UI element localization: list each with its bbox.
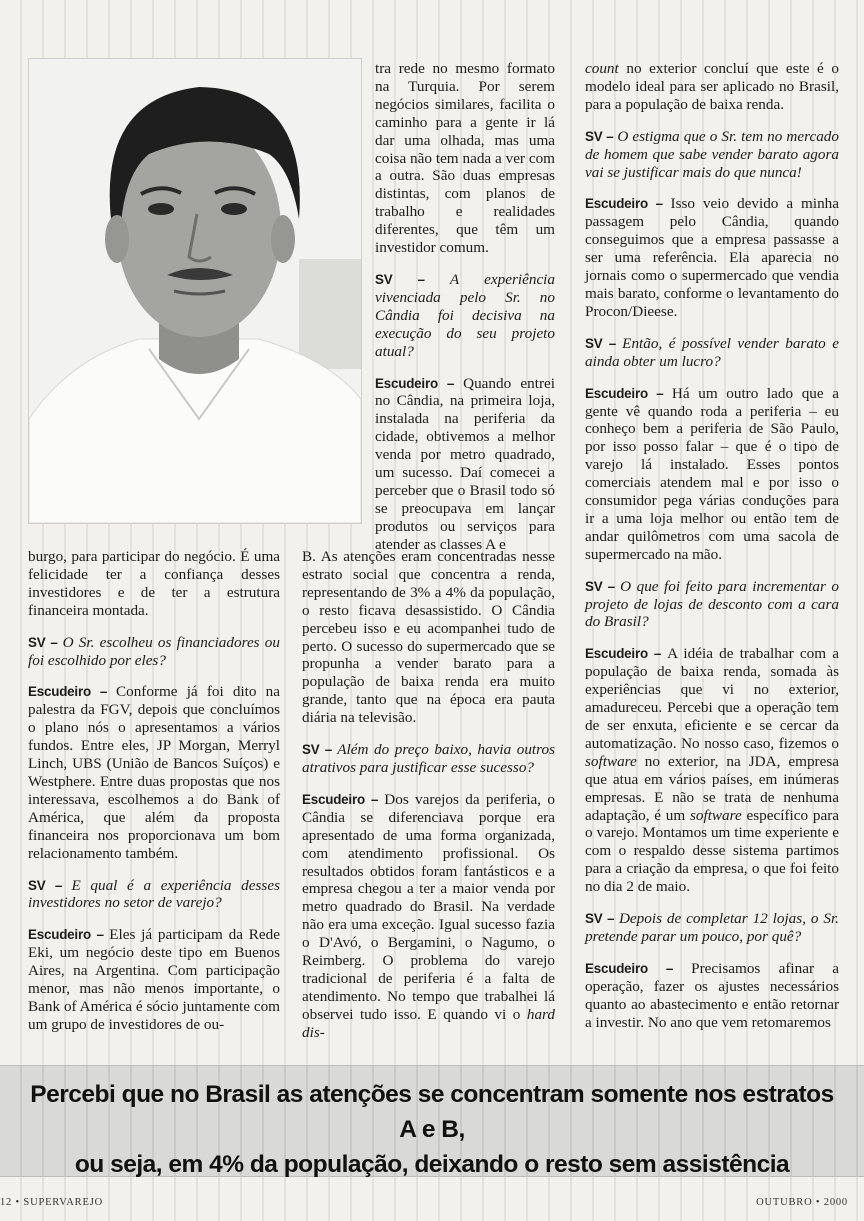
question-text: A experiência vivenciada pelo Sr. no Cândia foi decisiva na execução do seu projeto atual?	[375, 270, 555, 360]
interview-question	[375, 271, 555, 361]
answer-text: A idéia de trabalhar com a população de baixa renda, somada às experiências que vi no exterior, amadureceu. Percebi que a operação tem de ser enxuta, eficiente e se cercar da automatização. No nosso caso, fizemos o	[585, 645, 839, 752]
interview-answer	[28, 683, 280, 862]
speaker-label: Escudeiro –	[28, 684, 116, 700]
interview-question	[585, 128, 839, 182]
sv-label: SV –	[585, 335, 623, 351]
question-text: O que foi feito para incrementar o projeto de lojas de desconto com a cara do Brasil?	[585, 577, 839, 631]
speaker-label: Escudeiro –	[585, 960, 692, 976]
interview-question	[28, 877, 280, 913]
article-column-4	[585, 60, 839, 1046]
answer-text: Eles já participam da Rede Eki, um negócio deste tipo em Buenos Aires, na Argentina. Com participação menor, mas não menos importante, o Bank of América é sócio juntamente com um grupo de investidores de ou-	[28, 926, 281, 1033]
interview-answer	[585, 960, 839, 1032]
pull-quote-line-2: ou seja, em 4% da população, deixando o resto sem assistência	[74, 1151, 790, 1178]
footer-page-number: 12 • SUPERVAREJO	[0, 1197, 103, 1208]
body-paragraph: burgo, para participar do negócio. É uma felicidade ter a confiança desses investidores e de ter a estrutura financeira montada.	[28, 548, 280, 619]
question-text: Então, é possível vender barato e ainda obter um lucro?	[585, 334, 839, 370]
interview-question	[585, 335, 839, 371]
article-column-2	[302, 548, 555, 1056]
interview-answer	[28, 926, 280, 1033]
interview-answer	[585, 645, 839, 896]
body-paragraph: tra rede no mesmo formato na Turquia. Por serem negócios similares, facilita o caminho para a gente ir lá dar uma olhada, mas uma coisa não tem nada a ver com a outra. São duas empresas distintas, com planos de trabalho e realidades diferentes, que têm um investidor comum.	[375, 60, 555, 257]
sv-label: SV –	[28, 877, 72, 893]
interview-answer	[375, 375, 555, 554]
interview-answer	[585, 195, 839, 320]
sv-label: SV –	[585, 911, 619, 927]
speaker-label: Escudeiro –	[585, 646, 668, 662]
sv-label: SV –	[302, 742, 338, 758]
speaker-label: Escudeiro –	[302, 791, 385, 807]
portrait-photo	[28, 58, 362, 524]
italic-word: software	[689, 806, 742, 824]
interview-question	[302, 741, 555, 777]
footer-issue-date: OUTUBRO • 2000	[756, 1197, 848, 1208]
interview-question	[585, 910, 839, 946]
speaker-label: Escudeiro –	[585, 385, 672, 401]
answer-text: no exterior, na JDA, empresa que atua em vários países, em inúmeras empresas. E não se trata de nenhuma adaptação, é um	[585, 752, 839, 824]
answer-text: Isso veio devido a minha passagem pelo Cândia, quando conseguimos que a empresa passasse a ser uma referência. Ela aparecia no jornais como o supermercado que vendia mais barato, conforme o levantamento do Procon/Dieese.	[585, 195, 839, 320]
interview-question	[585, 578, 839, 632]
sv-label: SV –	[28, 634, 63, 650]
answer-text: Há um outro lado que a gente vê quando roda a periferia – eu conheço bem a periferia de São Paulo, por isso posso falar – que é o tipo de varejo lá instalado. Esses pontos comerciais atendem mal e por isso o consumidor pega várias conduções para ir a uma loja melhor ou então tem de andar quilômetros com uma sacola de supermercado na mão.	[585, 384, 839, 563]
article-column-1	[28, 548, 280, 1048]
answer-text: específico para o varejo. Montamos um time experiente e com o respaldo desse sistema partimos para a criação da empresa, o que foi feito no dia 2 de maio.	[585, 806, 839, 896]
interview-answer	[302, 791, 555, 1042]
sv-label: SV –	[585, 128, 618, 144]
body-text: no exterior concluí que este é o modelo ideal para ser aplicado no Brasil, para a população de baixa renda.	[585, 60, 839, 113]
question-text: Depois de completar 12 lojas, o Sr. pretende parar um pouco, por quê?	[585, 910, 839, 945]
sv-label: SV –	[585, 578, 621, 594]
question-text: E qual é a experiência desses investidores no setor de varejo?	[28, 876, 280, 912]
answer-text: Precisamos afinar a operação, fazer os ajustes necessários quanto ao abastecimento e então retornar a investir. No ano que vem retomaremos	[585, 959, 839, 1031]
speaker-label: Escudeiro –	[585, 196, 671, 212]
answer-text: Dos varejos da periferia, o Cândia se diferenciava porque era apresentado de uma forma organizada, com atendimento profissional. Os resultados obtidos foram fantásticos e a empresa chegou a ter a maior venda por metro quadrado do Brasil. Na verdade não era uma exceção. Igual sucesso fazia o D'Avó, o Bergamini, o Nagumo, o Reimberg. O problema do varejo tradicional de periferia é a falta de atendimento. No tempo que trabalhei lá observei tudo isso. E quando vi o	[302, 790, 555, 1023]
answer-text: Quando entrei no Cândia, na primeira loja, instalada na periferia da cidade, obtivemos a melhor venda por metro quadrado, um sucesso. Daí comecei a perceber que o Brasil todo só se preocupava em lançar produtos ou serviços para atender as classes A e	[375, 374, 555, 553]
article-column-3	[375, 60, 555, 568]
question-text: O Sr. escolheu os financiadores ou foi escolhido por eles?	[28, 633, 280, 669]
question-text: O estigma que o Sr. tem no mercado de homem que sabe vender barato agora vai se justificar mais do que nunca!	[585, 127, 839, 181]
sv-label: SV –	[375, 271, 450, 287]
italic-word: software	[585, 752, 637, 770]
pull-quote	[30, 1077, 834, 1182]
body-paragraph: B. As atenções eram concentradas nesse estrato social que concentra a renda, representando de 3% a 4% da população, o resto ficava desassistido. O Cândia percebeu isso e eu acompanhei tudo de perto. O sucesso do supermercado que se propunha a vender barato para a população de baixa renda era muito grande, tanto que na época era pauta diária na televisão.	[302, 548, 555, 727]
interview-question	[28, 634, 280, 670]
pull-quote-line-1: Percebi que no Brasil as atenções se concentram somente nos estratos A e B,	[30, 1081, 834, 1143]
question-text: Além do preço baixo, havia outros atrativos para justificar esse sucesso?	[302, 741, 555, 776]
body-paragraph	[585, 60, 839, 114]
italic-word: hard dis-	[302, 1005, 555, 1041]
answer-text: Conforme já foi dito na palestra da FGV, depois que concluímos o plano nós o apresentamos a vários fundos. Entre eles, JP Morgan, Merryl Linch, UBS (União de Bancos Suíços) e Westphere. Entre duas propostas que nos interessava, escolhemos a do Bank of América, que além da proposta financeira nos proporcionava um bom relacionamento também.	[28, 683, 280, 862]
speaker-label: Escudeiro –	[375, 375, 464, 391]
portrait-illustration	[29, 59, 361, 523]
italic-word: count	[585, 60, 619, 77]
interview-answer	[585, 385, 839, 564]
speaker-label: Escudeiro –	[28, 927, 110, 943]
